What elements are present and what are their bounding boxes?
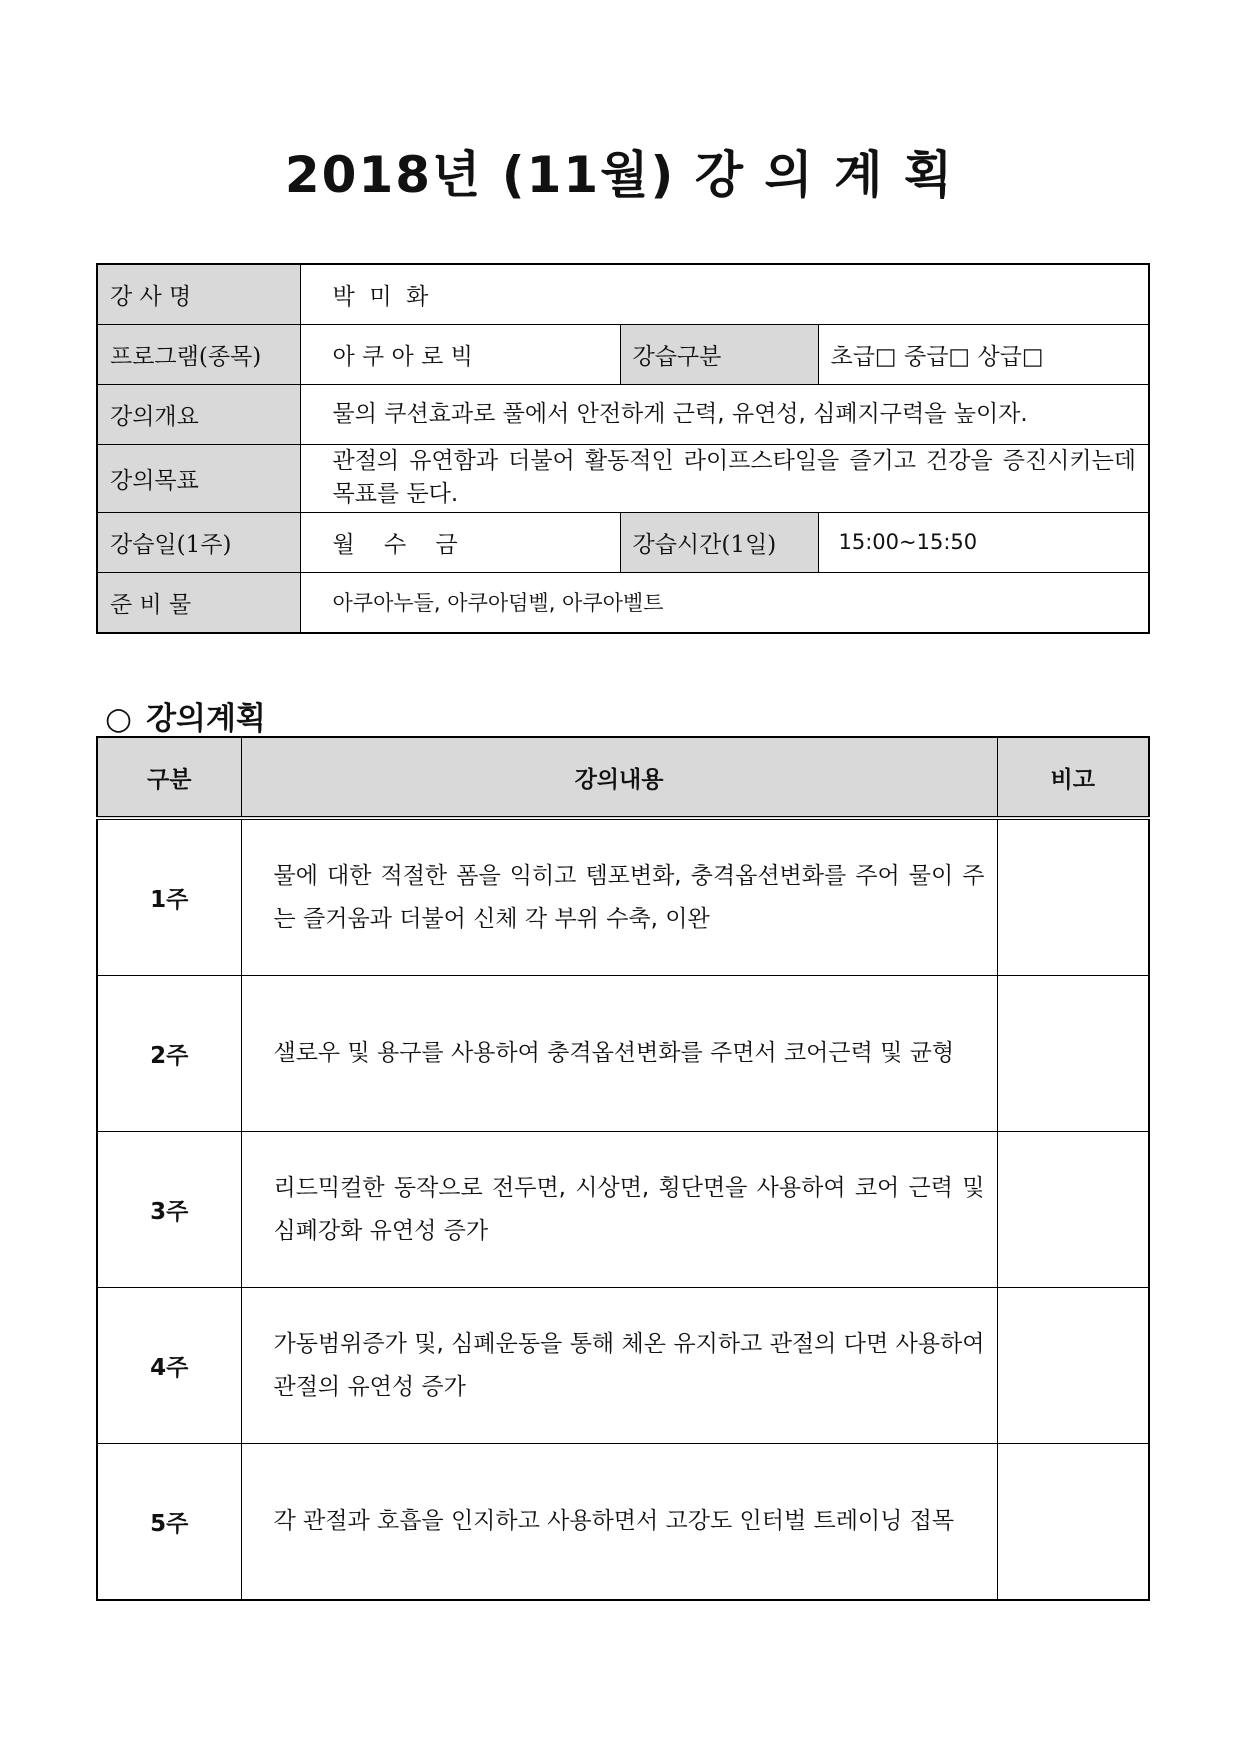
week-cell: 1주 bbox=[97, 818, 241, 976]
week-cell: 4주 bbox=[97, 1288, 241, 1444]
level-value: 초급□ 중급□ 상급□ bbox=[818, 325, 1149, 385]
lecture-plan-table bbox=[96, 736, 1150, 1601]
table-row bbox=[97, 818, 1149, 976]
section-heading bbox=[105, 693, 266, 738]
overview-row bbox=[97, 385, 1149, 445]
instructor-row bbox=[97, 264, 1149, 325]
program-label: 프로그램(종목) bbox=[97, 325, 300, 385]
content-header: 강의내용 bbox=[241, 737, 997, 818]
instructor-value: 박 미 화 bbox=[300, 264, 1149, 325]
note-header: 비고 bbox=[997, 737, 1149, 818]
goal-value: 관절의 유연함과 더불어 활동적인 라이프스타일을 즐기고 건강을 증진시키는데 목표를 둔다. bbox=[300, 445, 1149, 513]
note-cell bbox=[997, 1288, 1149, 1444]
content-cell: 물에 대한 적절한 폼을 익히고 템포변화, 충격옵션변화를 주어 물이 주는 즐거움과 더불어 신체 각 부위 수축, 이완 bbox=[241, 818, 997, 976]
level-label: 강습구분 bbox=[620, 325, 818, 385]
content-cell: 각 관절과 호흡을 인지하고 사용하면서 고강도 인터벌 트레이닝 접목 bbox=[241, 1444, 997, 1601]
content-cell: 샐로우 및 용구를 사용하여 충격옵션변화를 주면서 코어근력 및 균형 bbox=[241, 976, 997, 1132]
days-row bbox=[97, 512, 1149, 572]
supplies-row bbox=[97, 572, 1149, 633]
week-header: 구분 bbox=[97, 737, 241, 818]
table-row bbox=[97, 976, 1149, 1132]
week-cell: 5주 bbox=[97, 1444, 241, 1601]
time-value: 15:00~15:50 bbox=[818, 512, 1149, 572]
week-cell: 3주 bbox=[97, 1132, 241, 1288]
content-cell: 리드믹컬한 동작으로 전두면, 시상면, 횡단면을 사용하여 코어 근력 및 심폐강화 유연성 증가 bbox=[241, 1132, 997, 1288]
table-row bbox=[97, 1444, 1149, 1601]
section-title: 강의계획 bbox=[146, 701, 266, 737]
time-label: 강습시간(1일) bbox=[620, 512, 818, 572]
content-cell: 가동범위증가 및, 심폐운동을 통해 체온 유지하고 관절의 다면 사용하여 관절의 유연성 증가 bbox=[241, 1288, 997, 1444]
page-title: 2018년 (11월) 강 의 계 획 bbox=[284, 146, 955, 204]
note-cell bbox=[997, 818, 1149, 976]
days-value: 월 수 금 bbox=[300, 512, 620, 572]
program-row bbox=[97, 325, 1149, 385]
supplies-label: 준 비 물 bbox=[97, 572, 300, 633]
course-info-table bbox=[96, 263, 1150, 634]
days-label: 강습일(1주) bbox=[97, 512, 300, 572]
goal-row bbox=[97, 445, 1149, 513]
week-cell: 2주 bbox=[97, 976, 241, 1132]
instructor-label: 강 사 명 bbox=[97, 264, 300, 325]
overview-label: 강의개요 bbox=[97, 385, 300, 445]
circle-bullet-icon: ○ bbox=[105, 701, 133, 737]
table-row bbox=[97, 1132, 1149, 1288]
overview-value: 물의 쿠션효과로 풀에서 안전하게 근력, 유연성, 심폐지구력을 높이자. bbox=[300, 385, 1149, 445]
table-row bbox=[97, 1288, 1149, 1444]
note-cell bbox=[997, 1132, 1149, 1288]
supplies-value: 아쿠아누들, 아쿠아덤벨, 아쿠아벨트 bbox=[300, 572, 1149, 633]
note-cell bbox=[997, 1444, 1149, 1601]
goal-label: 강의목표 bbox=[97, 445, 300, 513]
plan-header-row bbox=[97, 737, 1149, 818]
note-cell bbox=[997, 976, 1149, 1132]
program-value: 아 쿠 아 로 빅 bbox=[300, 325, 620, 385]
